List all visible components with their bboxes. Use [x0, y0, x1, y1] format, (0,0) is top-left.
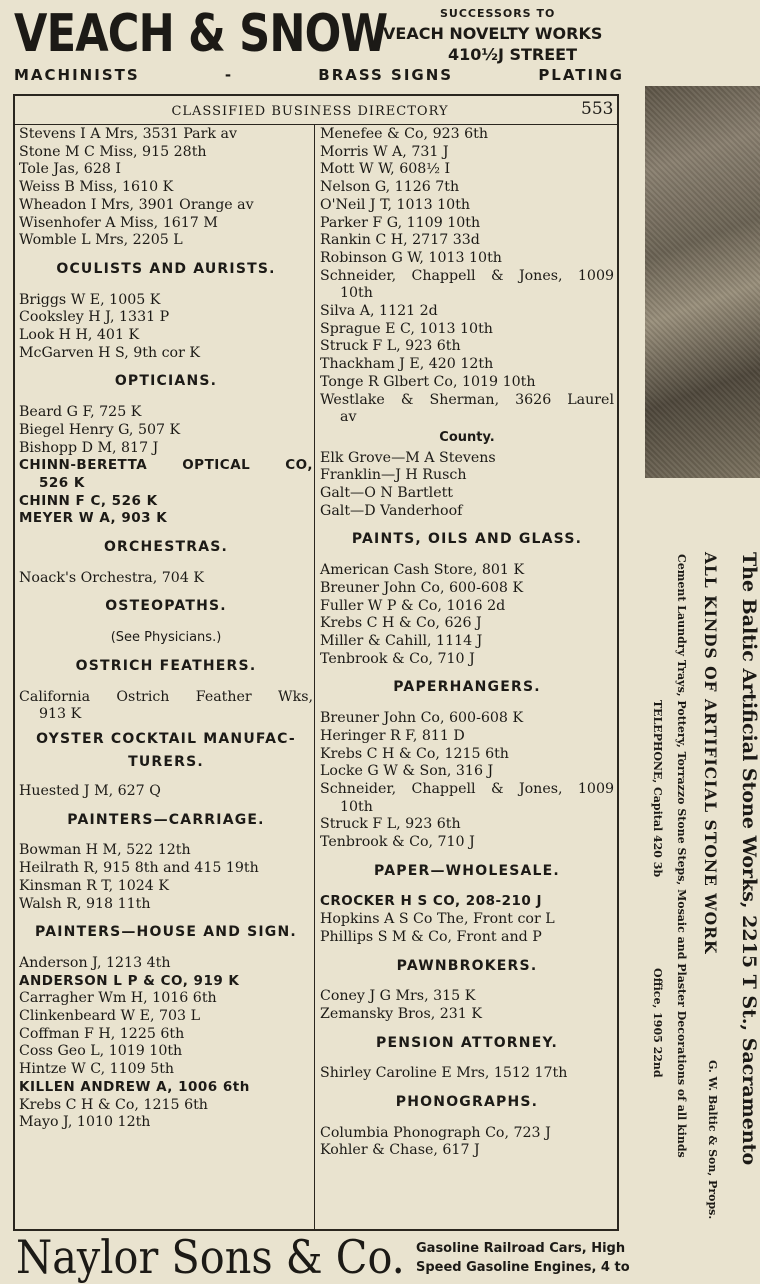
directory-entry-text: Westlake & Sherman, 3626 Laurel: [320, 391, 614, 408]
directory-entry-continuation: 913 K: [39, 706, 82, 723]
top-ad-firm-name: VEACH & SNOW: [14, 4, 388, 64]
directory-entry-bold: CHINN F C, 526 K: [19, 492, 158, 509]
section-heading: PAPER—WHOLESALE.: [374, 862, 560, 879]
top-ad-street: 410½J STREET: [448, 45, 578, 64]
section-heading: PAINTERS—HOUSE AND SIGN.: [35, 924, 297, 941]
directory-entry: Heilrath R, 915 8th and 415 19th: [19, 860, 259, 877]
section-heading-line: OYSTER COCKTAIL MANUFAC-: [36, 730, 296, 747]
top-ad-service: BRASS SIGNS: [318, 66, 454, 84]
top-ad-service-separator: -: [224, 66, 234, 84]
top-ad-service: PLATING: [538, 66, 624, 84]
directory-entry: Mott W W, 608½ I: [320, 161, 451, 178]
stone-photo-texture: [645, 86, 760, 478]
directory-entry: Galt—O N Bartlett: [320, 485, 453, 502]
directory-entry: Bowman H M, 522 12th: [19, 842, 191, 859]
directory-entry: Coffman F H, 1225 6th: [19, 1025, 185, 1042]
directory-entry: Weiss B Miss, 1610 K: [19, 179, 174, 196]
directory-entry: Carragher Wm H, 1016 6th: [19, 990, 217, 1007]
directory-entry: Briggs W E, 1005 K: [19, 291, 161, 308]
directory-entry: Huested J M, 627 Q: [19, 782, 161, 799]
directory-entry: Columbia Phonograph Co, 723 J: [320, 1124, 551, 1141]
directory-entry: Phillips S M & Co, Front and P: [320, 928, 542, 945]
directory-entry: Locke G W & Son, 316 J: [320, 763, 494, 780]
directory-entry: Walsh R, 918 11th: [19, 895, 151, 912]
bottom-ad-line: Gasoline Railroad Cars, High: [416, 1241, 626, 1256]
directory-entry: [320, 392, 614, 427]
directory-entry: Rankin C H, 2717 33d: [320, 232, 480, 249]
directory-entry: Shirley Caroline E Mrs, 1512 17th: [320, 1065, 568, 1082]
directory-entry-continuation: 10th: [340, 798, 373, 815]
directory-entry-text: CHINN-BERETTA OPTICAL CO,: [19, 457, 313, 474]
side-ad-tagline: ALL KINDS OF ARTIFICIAL STONE WORK: [701, 552, 720, 955]
bottom-ad-firm-name: Naylor Sons & Co.: [16, 1230, 405, 1284]
page-title: CLASSIFIED BUSINESS DIRECTORY: [171, 104, 449, 119]
directory-entry-bold: KILLEN ANDREW A, 1006 6th: [19, 1078, 250, 1095]
directory-entry: Anderson J, 1213 4th: [19, 954, 171, 971]
section-heading-line: TURERS.: [128, 753, 204, 770]
directory-entry: Krebs C H & Co, 626 J: [320, 615, 482, 632]
directory-entry: Noack's Orchestra, 704 K: [19, 569, 204, 586]
directory-entry: Breuner John Co, 600-608 K: [320, 710, 524, 727]
directory-entry-bold: [19, 457, 313, 492]
directory-entry: Tole Jas, 628 I: [19, 161, 121, 178]
directory-entry-bold: MEYER W A, 903 K: [19, 510, 168, 527]
directory-entry: Cooksley H J, 1331 P: [19, 309, 170, 326]
section-heading: PHONOGRAPHS.: [395, 1094, 539, 1111]
directory-entry: Look H H, 401 K: [19, 327, 140, 344]
directory-entry: Stone M C Miss, 915 28th: [19, 143, 207, 160]
side-ad-telephone: TELEPHONE, Capital 420 3b: [651, 700, 664, 878]
directory-entry: Clinkenbeard W E, 703 L: [19, 1008, 200, 1025]
directory-entry: Bishopp D M, 817 J: [19, 439, 159, 456]
directory-entry: [19, 689, 313, 724]
directory-entry: Tonge R Glbert Co, 1019 10th: [320, 373, 536, 390]
directory-entry: Parker F G, 1109 10th: [320, 214, 481, 231]
directory-entry: Kohler & Chase, 617 J: [320, 1142, 480, 1159]
directory-entry: Krebs C H & Co, 1215 6th: [19, 1096, 208, 1113]
directory-entry-text: Schneider, Chappell & Jones, 1009: [320, 267, 614, 284]
directory-entry-text: California Ostrich Feather Wks,: [19, 688, 313, 705]
side-ad-proprietors: G. W. Baltic & Son, Props.: [706, 1060, 719, 1220]
section-heading: PAPERHANGERS.: [393, 679, 541, 696]
directory-entry: Kinsman R T, 1024 K: [19, 877, 169, 894]
directory-entry: Coss Geo L, 1019 10th: [19, 1043, 183, 1060]
directory-entry: Sprague E C, 1013 10th: [320, 320, 493, 337]
directory-entry: Elk Grove—M A Stevens: [320, 449, 496, 466]
section-heading: OSTRICH FEATHERS.: [75, 657, 257, 674]
directory-entry: Beard G F, 725 K: [19, 404, 142, 421]
directory-entry-continuation: 10th: [340, 285, 373, 302]
directory-entry: Hopkins A S Co The, Front cor L: [320, 911, 555, 928]
top-advertisement: [0, 0, 645, 92]
section-heading: OCULISTS AND AURISTS.: [56, 260, 276, 277]
directory-entry-continuation: av: [340, 409, 357, 426]
side-ad-company: The Baltic Artificial Stone Works, 2215 T St., Sacramento: [738, 552, 760, 1166]
directory-entry: Wisenhofer A Miss, 1617 M: [19, 214, 218, 231]
section-heading: PENSION ATTORNEY.: [376, 1034, 558, 1051]
section-heading: PAWNBROKERS.: [396, 957, 538, 974]
directory-entry: Breuner John Co, 600-608 K: [320, 579, 524, 596]
section-heading: [19, 728, 313, 774]
section-heading: PAINTERS—CARRIAGE.: [67, 811, 265, 828]
directory-entry: Menefee & Co, 923 6th: [320, 126, 489, 142]
top-ad-service: MACHINISTS: [14, 66, 140, 84]
directory-entry: O'Neil J T, 1013 10th: [320, 196, 471, 213]
directory-entry: Struck F L, 923 6th: [320, 338, 461, 355]
directory-entry: Miller & Cahill, 1114 J: [320, 632, 483, 649]
side-ad-office: Office, 1905 22nd: [651, 968, 664, 1078]
top-ad-successors: SUCCESSORS TO: [440, 7, 556, 20]
section-heading: OSTEOPATHS.: [105, 598, 227, 615]
directory-entry: Robinson G W, 1013 10th: [320, 249, 502, 266]
directory-entry: Thackham J E, 420 12th: [320, 356, 494, 373]
cross-reference-note: (See Physicians.): [110, 630, 222, 646]
directory-entry: Silva A, 1121 2d: [320, 303, 438, 320]
directory-entry-bold: ANDERSON L P & CO, 919 K: [19, 972, 240, 989]
directory-entry: Hintze W C, 1109 5th: [19, 1061, 175, 1078]
directory-entry: Fuller W P & Co, 1016 2d: [320, 597, 506, 614]
column-divider: [314, 125, 315, 1229]
section-heading: PAINTS, OILS AND GLASS.: [351, 531, 583, 548]
directory-entry: Wheadon I Mrs, 3901 Orange av: [19, 196, 254, 213]
top-ad-services: [14, 66, 624, 84]
top-ad-works-name: VEACH NOVELTY WORKS: [383, 24, 603, 43]
directory-entry: Galt—D Vanderhoof: [320, 502, 463, 519]
directory-entry: Stevens I A Mrs, 3531 Park av: [19, 126, 237, 142]
directory-entry-text: Schneider, Chappell & Jones, 1009: [320, 780, 614, 797]
directory-entry: Heringer R F, 811 D: [320, 727, 465, 744]
directory-entry: Franklin—J H Rusch: [320, 467, 467, 484]
subsection-heading: County.: [439, 429, 495, 445]
directory-entry: McGarven H S, 9th cor K: [19, 344, 200, 361]
page-number: 553: [581, 99, 614, 119]
directory-entry: Zemansky Bros, 231 K: [320, 1005, 482, 1022]
directory-entry: Krebs C H & Co, 1215 6th: [320, 745, 509, 762]
directory-entry: Tenbrook & Co, 710 J: [320, 834, 475, 851]
directory-entry: Struck F L, 923 6th: [320, 816, 461, 833]
directory-entry: Mayo J, 1010 12th: [19, 1114, 151, 1131]
left-column: [19, 126, 313, 1132]
directory-entry-bold: CROCKER H S CO, 208-210 J: [320, 893, 542, 910]
directory-entry: [320, 268, 614, 303]
directory-entry: Nelson G, 1126 7th: [320, 179, 460, 196]
side-ad-products: Cement Laundry Trays, Pottery, Torrazzo Stone Steps, Mosaic and Plaster Decorations of all kinds: [675, 554, 688, 1158]
directory-entry: Womble L Mrs, 2205 L: [19, 232, 183, 249]
header-rule: [15, 124, 617, 125]
directory-entry: Coney J G Mrs, 315 K: [320, 988, 476, 1005]
directory-entry: Tenbrook & Co, 710 J: [320, 650, 475, 667]
section-heading: ORCHESTRAS.: [103, 539, 229, 556]
directory-entry: Biegel Henry G, 507 K: [19, 421, 181, 438]
right-column: [320, 126, 614, 1160]
directory-entry-continuation: 526 K: [39, 474, 85, 491]
directory-entry: American Cash Store, 801 K: [320, 562, 525, 579]
section-heading: OPTICIANS.: [114, 373, 218, 390]
directory-entry: Morris W A, 731 J: [320, 143, 449, 160]
bottom-ad-line: Speed Gasoline Engines, 4 to: [416, 1260, 630, 1275]
directory-entry: [320, 781, 614, 816]
